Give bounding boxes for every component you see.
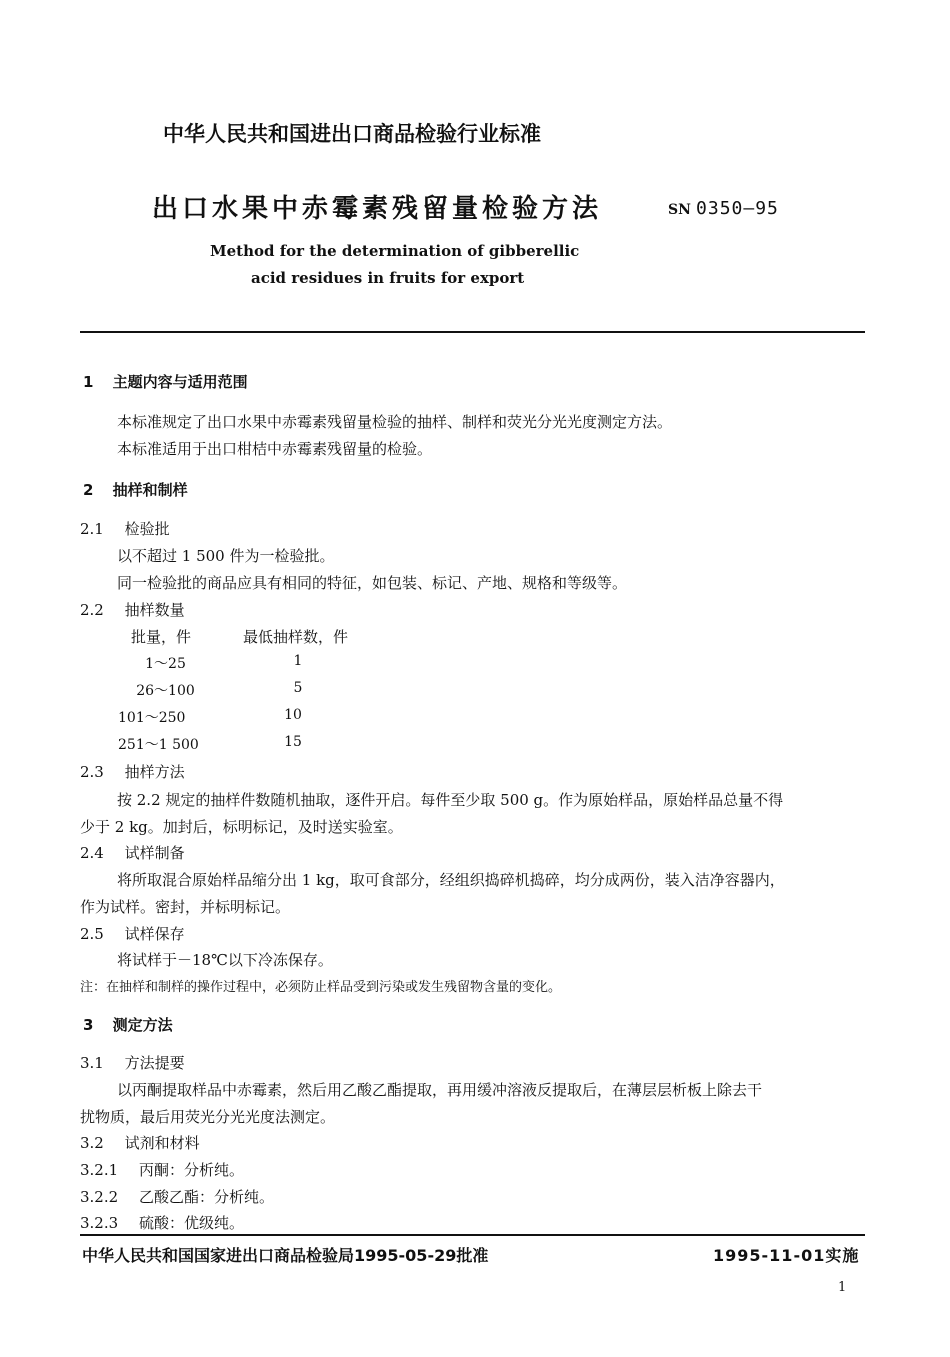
paragraph: 本标准规定了出口水果中赤霉素残留量检验的抽样、制样和荧光分光光度测定方法。	[117, 413, 673, 431]
page-number: 1	[838, 1280, 847, 1295]
subsection-3-2-heading	[80, 1132, 200, 1153]
subsection-3-1-heading	[80, 1052, 185, 1073]
subsection-number: 2.2	[80, 601, 104, 619]
table-cell-min: 10	[284, 707, 302, 723]
english-title-line-2: acid residues in fruits for export	[251, 269, 525, 287]
paragraph: 以丙酮提取样品中赤霉素，然后用乙酸乙酯提取，再用缓冲溶液反提取后，在薄层层析板上除去干	[117, 1081, 763, 1099]
paragraph: 将所取混合原始样品缩分出 1 kg，取可食部分，经组织捣碎机捣碎，均分成两份，装入洁净容器内，	[117, 871, 785, 889]
subsection-2-3-heading	[80, 761, 185, 782]
paragraph: 作为试样。密封，并标明标记。	[80, 898, 291, 916]
document-title: 出口水果中赤霉素残留量检验方法	[152, 194, 603, 224]
table-cell-batch: 26～100	[136, 683, 195, 699]
section-title: 测定方法	[112, 1016, 173, 1034]
subsection-number: 2.3	[80, 763, 104, 781]
subsection-2-5-heading	[80, 923, 185, 944]
subsection-title: 试剂和材料	[124, 1134, 200, 1152]
paragraph: 同一检验批的商品应具有相同的特征，如包装、标记、产地、规格和等级等。	[117, 574, 628, 592]
table-header-batch: 批量，件	[131, 628, 192, 646]
paragraph: 少于 2 kg。加封后，标明标记，及时送实验室。	[80, 818, 403, 836]
subsection-number: 2.4	[80, 844, 104, 862]
standard-code	[668, 198, 779, 219]
clause-3-2-1	[80, 1159, 244, 1180]
table-cell-batch: 101～250	[118, 710, 186, 726]
paragraph: 扰物质，最后用荧光分光光度法测定。	[80, 1108, 336, 1126]
subsection-number: 2.5	[80, 925, 104, 943]
section-number: 1	[83, 373, 94, 391]
subsection-title: 方法提要	[124, 1054, 185, 1072]
section-number: 3	[83, 1016, 94, 1034]
subsection-title: 检验批	[124, 520, 170, 538]
table-cell-min: 1	[293, 653, 303, 669]
table-cell-min: 5	[293, 680, 303, 696]
paragraph: 本标准适用于出口柑桔中赤霉素残留量的检验。	[117, 440, 433, 458]
issuing-standard-line: 中华人民共和国进出口商品检验行业标准	[163, 122, 541, 146]
section-title: 主题内容与适用范围	[112, 373, 248, 391]
paragraph: 将试样于－18℃以下冷冻保存。	[117, 951, 333, 969]
table-cell-batch: 1～25	[145, 656, 186, 672]
subsection-2-2-heading	[80, 599, 185, 620]
subsection-number: 2.1	[80, 520, 104, 538]
subsection-number: 3.2	[80, 1134, 104, 1152]
section-2-heading	[83, 479, 188, 500]
clause-text: 丙酮：分析纯。	[138, 1161, 244, 1179]
clause-number: 3.2.3	[80, 1214, 119, 1232]
clause-text: 乙酸乙酯：分析纯。	[138, 1188, 274, 1206]
subsection-number: 3.1	[80, 1054, 104, 1072]
clause-number: 3.2.1	[80, 1161, 119, 1179]
standard-prefix: SN	[668, 202, 691, 218]
table-header-min-samples: 最低抽样数，件	[243, 628, 349, 646]
paragraph: 以不超过 1 500 件为一检验批。	[117, 547, 335, 565]
clause-3-2-2	[80, 1186, 274, 1207]
clause-3-2-3	[80, 1212, 244, 1233]
subsection-title: 试样制备	[124, 844, 185, 862]
effective-date: 1995-11-01实施	[713, 1246, 860, 1265]
header-divider	[80, 331, 865, 333]
section-1-heading	[83, 371, 248, 392]
subsection-title: 试样保存	[124, 925, 185, 943]
subsection-2-4-heading	[80, 842, 185, 863]
standard-number: 0350—95	[696, 198, 779, 219]
section-number: 2	[83, 481, 94, 499]
note: 注：在抽样和制样的操作过程中，必须防止样品受到污染或发生残留物含量的变化。	[80, 980, 562, 995]
table-cell-batch: 251～1 500	[118, 737, 199, 753]
subsection-title: 抽样数量	[124, 601, 185, 619]
table-cell-min: 15	[284, 734, 302, 750]
clause-number: 3.2.2	[80, 1188, 119, 1206]
footer-divider	[80, 1234, 865, 1236]
paragraph: 按 2.2 规定的抽样件数随机抽取，逐件开启。每件至少取 500 g。作为原始样品，原始样品总量不得	[117, 791, 784, 809]
clause-text: 硫酸：优级纯。	[138, 1214, 244, 1232]
subsection-title: 抽样方法	[124, 763, 185, 781]
approval-line: 中华人民共和国国家进出口商品检验局1995-05-29批准	[82, 1246, 489, 1265]
section-3-heading	[83, 1014, 173, 1035]
section-title: 抽样和制样	[112, 481, 188, 499]
english-title-line-1: Method for the determination of gibberellic	[210, 242, 580, 260]
subsection-2-1-heading	[80, 518, 170, 539]
